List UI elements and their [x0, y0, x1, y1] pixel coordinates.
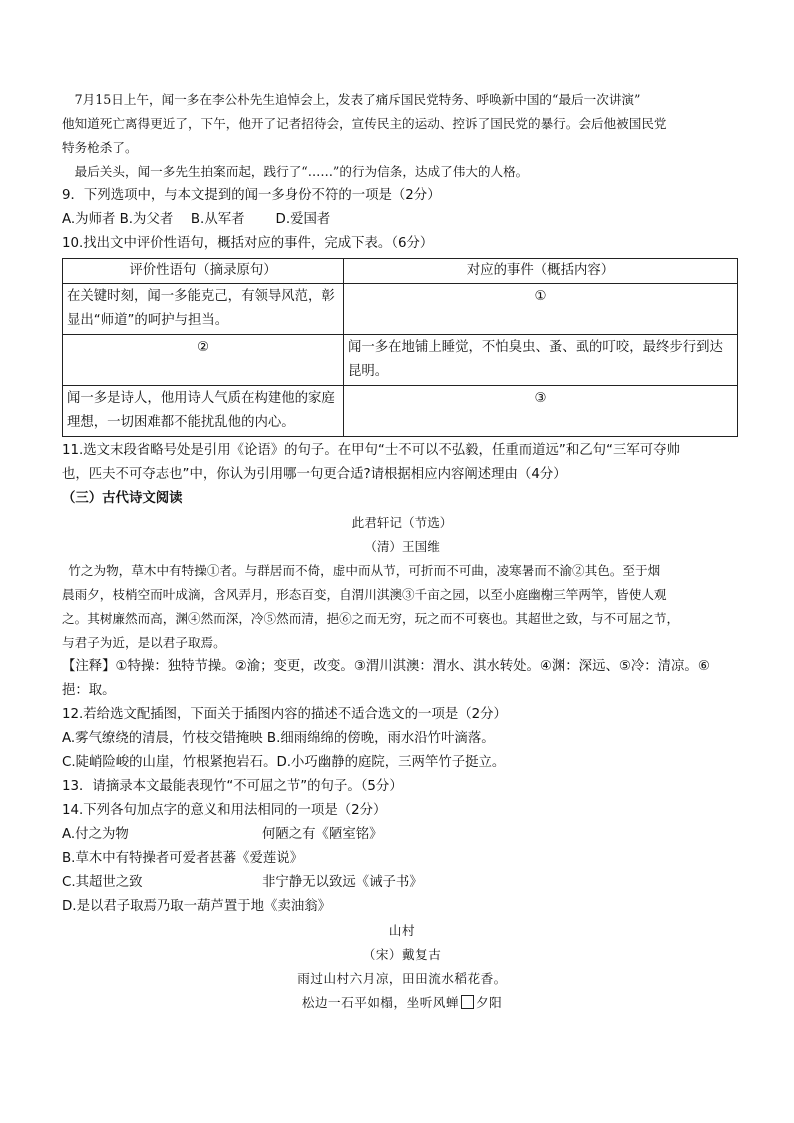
question-9-stem: 9．下列选项中，与本文提到的闻一多身份不符的一项是（2分） [62, 188, 441, 203]
exam-page [62, 88, 742, 1015]
table-row [63, 335, 738, 386]
question-13-stem: 13．请摘录本文最能表现竹“不可屈之节”的句子。（5分） [62, 779, 403, 794]
answer-blank-3[interactable]: ③ [344, 386, 738, 437]
poem-line: 松边一石平如榻，坐听风蝉 夕阳 [301, 995, 503, 1010]
reading-passage [62, 88, 742, 184]
question-14-option-d: D.是以君子取焉乃取一葫芦置于地《卖油翁》 [62, 899, 331, 914]
section-heading: （三）古代诗文阅读 [62, 491, 183, 506]
question-12-options: A.雾气缭绕的清晨，竹枝交错掩映 B.细雨绵绵的傍晚，雨水沿竹叶滴落。 [62, 731, 495, 746]
classical-text-title: 此君轩记（节选） [351, 515, 453, 530]
table-cell: 在关键时刻，闻一多能克己，有领导风范，彰显出“师道”的呵护与担当。 [63, 284, 344, 335]
annotation: 挹：取。 [62, 683, 116, 698]
poem [62, 919, 742, 1015]
question-14-option-b: B.草木中有特操者可爱者甚蕃《爱莲说》 [62, 851, 304, 866]
poem-author: （宋）戴复古 [362, 947, 442, 962]
question-11-stem: 11.选文末段省略号处是引用《论语》的句子。在甲句“士不可以不弘毅，任重而道远”和乙句“三军可夺帅 [62, 443, 680, 458]
table-cell: 闻一多在地铺上睡觉，不怕臭虫、蚤、虱的叮咬，最终步行到达昆明。 [344, 335, 738, 386]
passage-line: 7月15日上午，闻一多在李公朴先生追悼会上，发表了痛斥国民党特务、呼唤新中国的“最后一次讲演” [74, 92, 641, 107]
question-9-options: A.为师者 B.为父者 B.从军者 D.爱国者 [62, 212, 331, 227]
classical-text-author: （清）王国维 [364, 539, 440, 554]
poem-line: 雨过山村六月凉，田田流水稻花香。 [297, 971, 507, 986]
table-header-right: 对应的事件（概括内容） [344, 259, 738, 284]
classical-text-line: 晨雨夕，枝梢空而叶成滴，含风弄月，形态百变，自渭川淇澳③千亩之园，以至小庭幽榭三竿两竿，皆使人观 [62, 587, 667, 602]
answer-blank-2[interactable]: ② [63, 335, 344, 386]
question-14-option-c: C.其超世之致 非宁静无以致远《诫子书》 [62, 875, 423, 890]
question-14-stem: 14.下列各句加点字的意义和用法相同的一项是（2分） [62, 803, 387, 818]
question-14-option-a: A.付之为物 何陋之有《陋室铭》 [62, 827, 383, 842]
passage-line: 他知道死亡离得更近了，下午，他开了记者招待会，宣传民主的运动、控诉了国民党的暴行。会后他被国民党 [62, 116, 667, 131]
poem-title: 山村 [388, 923, 416, 938]
question-11-stem: 也，匹夫不可夺志也”中，你认为引用哪一句更合适?请根据相应内容阐述理由（4分） [62, 467, 567, 482]
question-12-stem: 12.若给选文配插图，下面关于插图内容的描述不适合选文的一项是（2分） [62, 707, 507, 722]
classical-text-line: 与君子为近，是以君子取焉。 [62, 635, 226, 650]
question-12-options: C.陡峭险峻的山崖，竹根紧抱岩石。D.小巧幽静的庭院，三两竿竹子挺立。 [62, 755, 506, 770]
question-10-table [62, 258, 738, 437]
table-row [63, 284, 738, 335]
missing-character-box[interactable] [461, 995, 474, 1009]
answer-blank-1[interactable]: ① [344, 284, 738, 335]
question-10-stem: 10.找出文中评价性语句，概括对应的事件，完成下表。（6分） [62, 236, 434, 251]
annotation: 【注释】①特操：独特节操。②渝；变更，改变。③渭川淇澳：渭水、淇水转处。④渊：深远、⑤冷：清凉。⑥ [62, 659, 710, 674]
table-row [63, 386, 738, 437]
passage-line: 最后关头，闻一多先生拍案而起，践行了“……”的行为信条，达成了伟大的人格。 [74, 164, 529, 179]
classical-text-line: 之。其树廉然而高，渊④然而深，冷⑤然而清，挹⑥之而无穷，玩之而不可亵也。其超世之致，与不可屈之节， [62, 611, 680, 626]
table-cell: 闻一多是诗人，他用诗人气质在构建他的家庭理想，一切困难都不能扰乱他的内心。 [63, 386, 344, 437]
classical-text-line: 竹之为物，草木中有特操①者。与群居而不倚，虚中而从节，可折而不可曲，凌寒暑而不渝②其色。至于烟 [68, 563, 661, 578]
passage-line: 特务枪杀了。 [62, 140, 138, 155]
table-header-left: 评价性语句（摘录原句） [63, 259, 344, 284]
